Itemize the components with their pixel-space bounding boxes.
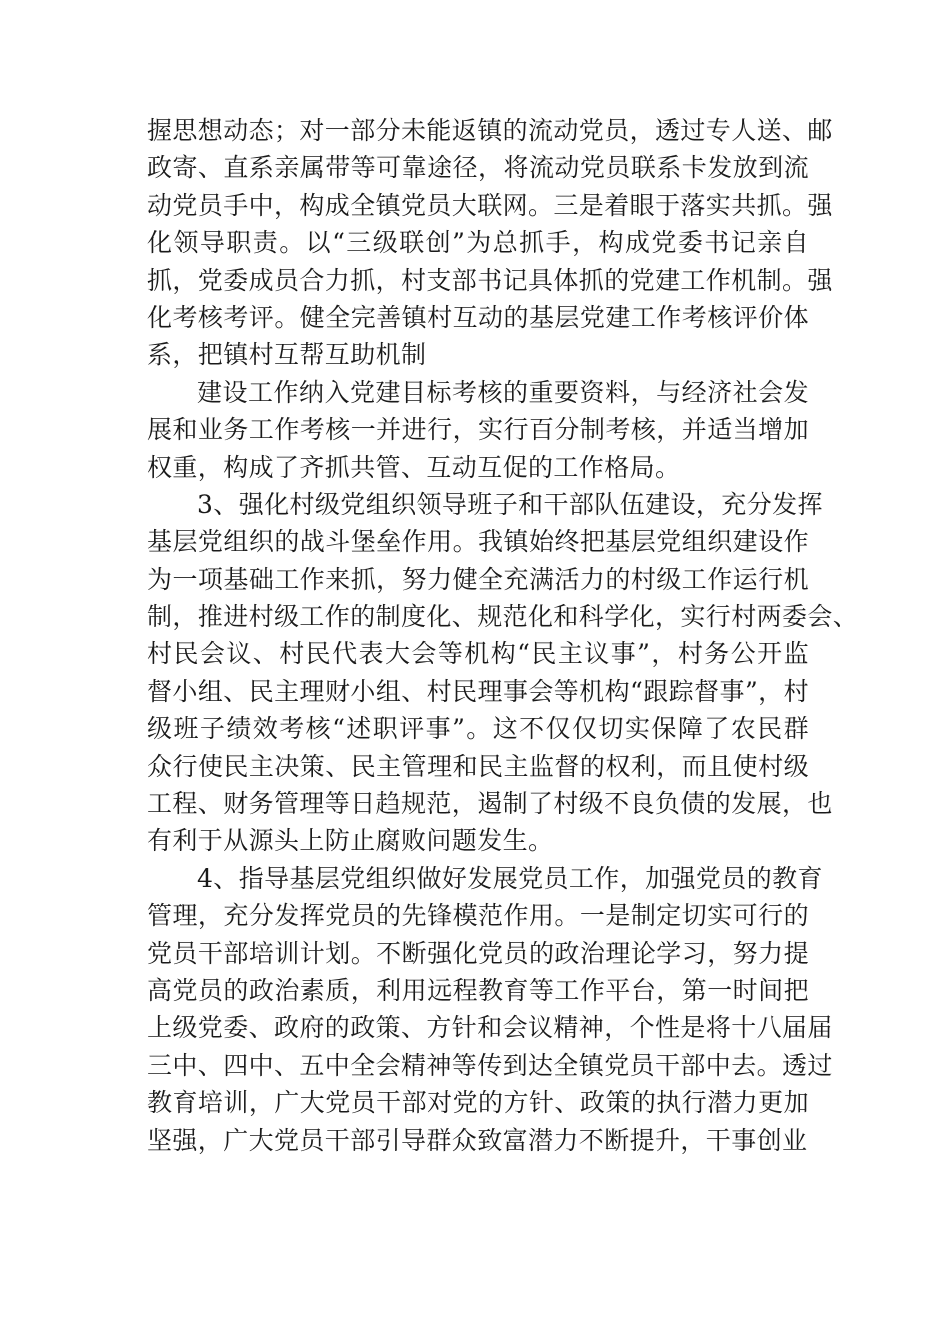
text-line: 政寄、直系亲属带等可靠途径，将流动党员联系卡发放到流 [147, 153, 809, 183]
text-line: 制，推进村级工作的制度化、规范化和科学化，实行村两委会、 [147, 602, 859, 632]
text-line: 系，把镇村互帮互助机制 [147, 340, 427, 370]
paragraph [147, 112, 833, 374]
text-line: 级班子绩效考核“述职评事”。这不仅仅切实保障了农民群 [147, 714, 809, 744]
text-line: 上级党委、政府的政策、方针和会议精神，个性是将十八届届 [147, 1013, 833, 1043]
text-line: 教育培训，广大党员干部对党的方针、政策的执行潜力更加 [147, 1088, 809, 1118]
paragraph [147, 486, 859, 860]
text-line: 握思想动态；对一部分未能返镇的流动党员，透过专人送、邮 [147, 116, 833, 145]
text-line: 为一项基础工作来抓，努力健全充满活力的村级工作运行机 [147, 564, 809, 594]
text-line: 基层党组织的战斗堡垒作用。我镇始终把基层党组织建设作 [147, 527, 809, 557]
text-line: 化考核考评。健全完善镇村互动的基层党建工作考核评价体 [147, 302, 809, 332]
text-line: 4、指导基层党组织做好发展党员工作，加强党员的教育 [197, 863, 823, 893]
document-body-text [147, 112, 859, 1159]
text-line: 督小组、民主理财小组、村民理事会等机构“跟踪督事”，村 [147, 676, 809, 706]
text-line: 建设工作纳入党建目标考核的重要资料，与经济社会发 [197, 377, 809, 407]
text-line: 权重，构成了齐抓共管、互动互促的工作格局。 [147, 452, 681, 482]
text-line: 3、强化村级党组织领导班子和干部队伍建设，充分发挥 [197, 489, 823, 519]
text-line: 众行使民主决策、民主管理和民主监督的权利，而且使村级 [147, 751, 809, 781]
text-line: 抓，党委成员合力抓，村支部书记具体抓的党建工作机制。强 [147, 265, 833, 295]
text-line: 动党员手中，构成全镇党员大联网。三是着眼于落实共抓。强 [147, 190, 833, 220]
text-line: 化领导职责。以“三级联创”为总抓手，构成党委书记亲自 [147, 228, 809, 258]
text-line: 管理，充分发挥党员的先锋模范作用。一是制定切实可行的 [147, 901, 809, 931]
paragraph [147, 860, 833, 1159]
text-line: 工程、财务管理等日趋规范，遏制了村级不良负债的发展，也 [147, 789, 833, 819]
text-line: 党员干部培训计划。不断强化党员的政治理论学习，努力提 [147, 938, 809, 968]
text-line: 三中、四中、五中全会精神等传到达全镇党员干部中去。透过 [147, 1050, 833, 1080]
text-line: 坚强，广大党员干部引导群众致富潜力不断提升，干事创业 [147, 1125, 808, 1155]
text-line: 村民会议、村民代表大会等机构“民主议事”，村务公开监 [147, 639, 809, 669]
text-line: 有利于从源头上防止腐败问题发生。 [147, 826, 554, 856]
text-line: 展和业务工作考核一并进行，实行百分制考核，并适当增加 [147, 415, 809, 445]
paragraph [147, 374, 809, 486]
text-line: 高党员的政治素质，利用远程教育等工作平台，第一时间把 [147, 975, 809, 1005]
